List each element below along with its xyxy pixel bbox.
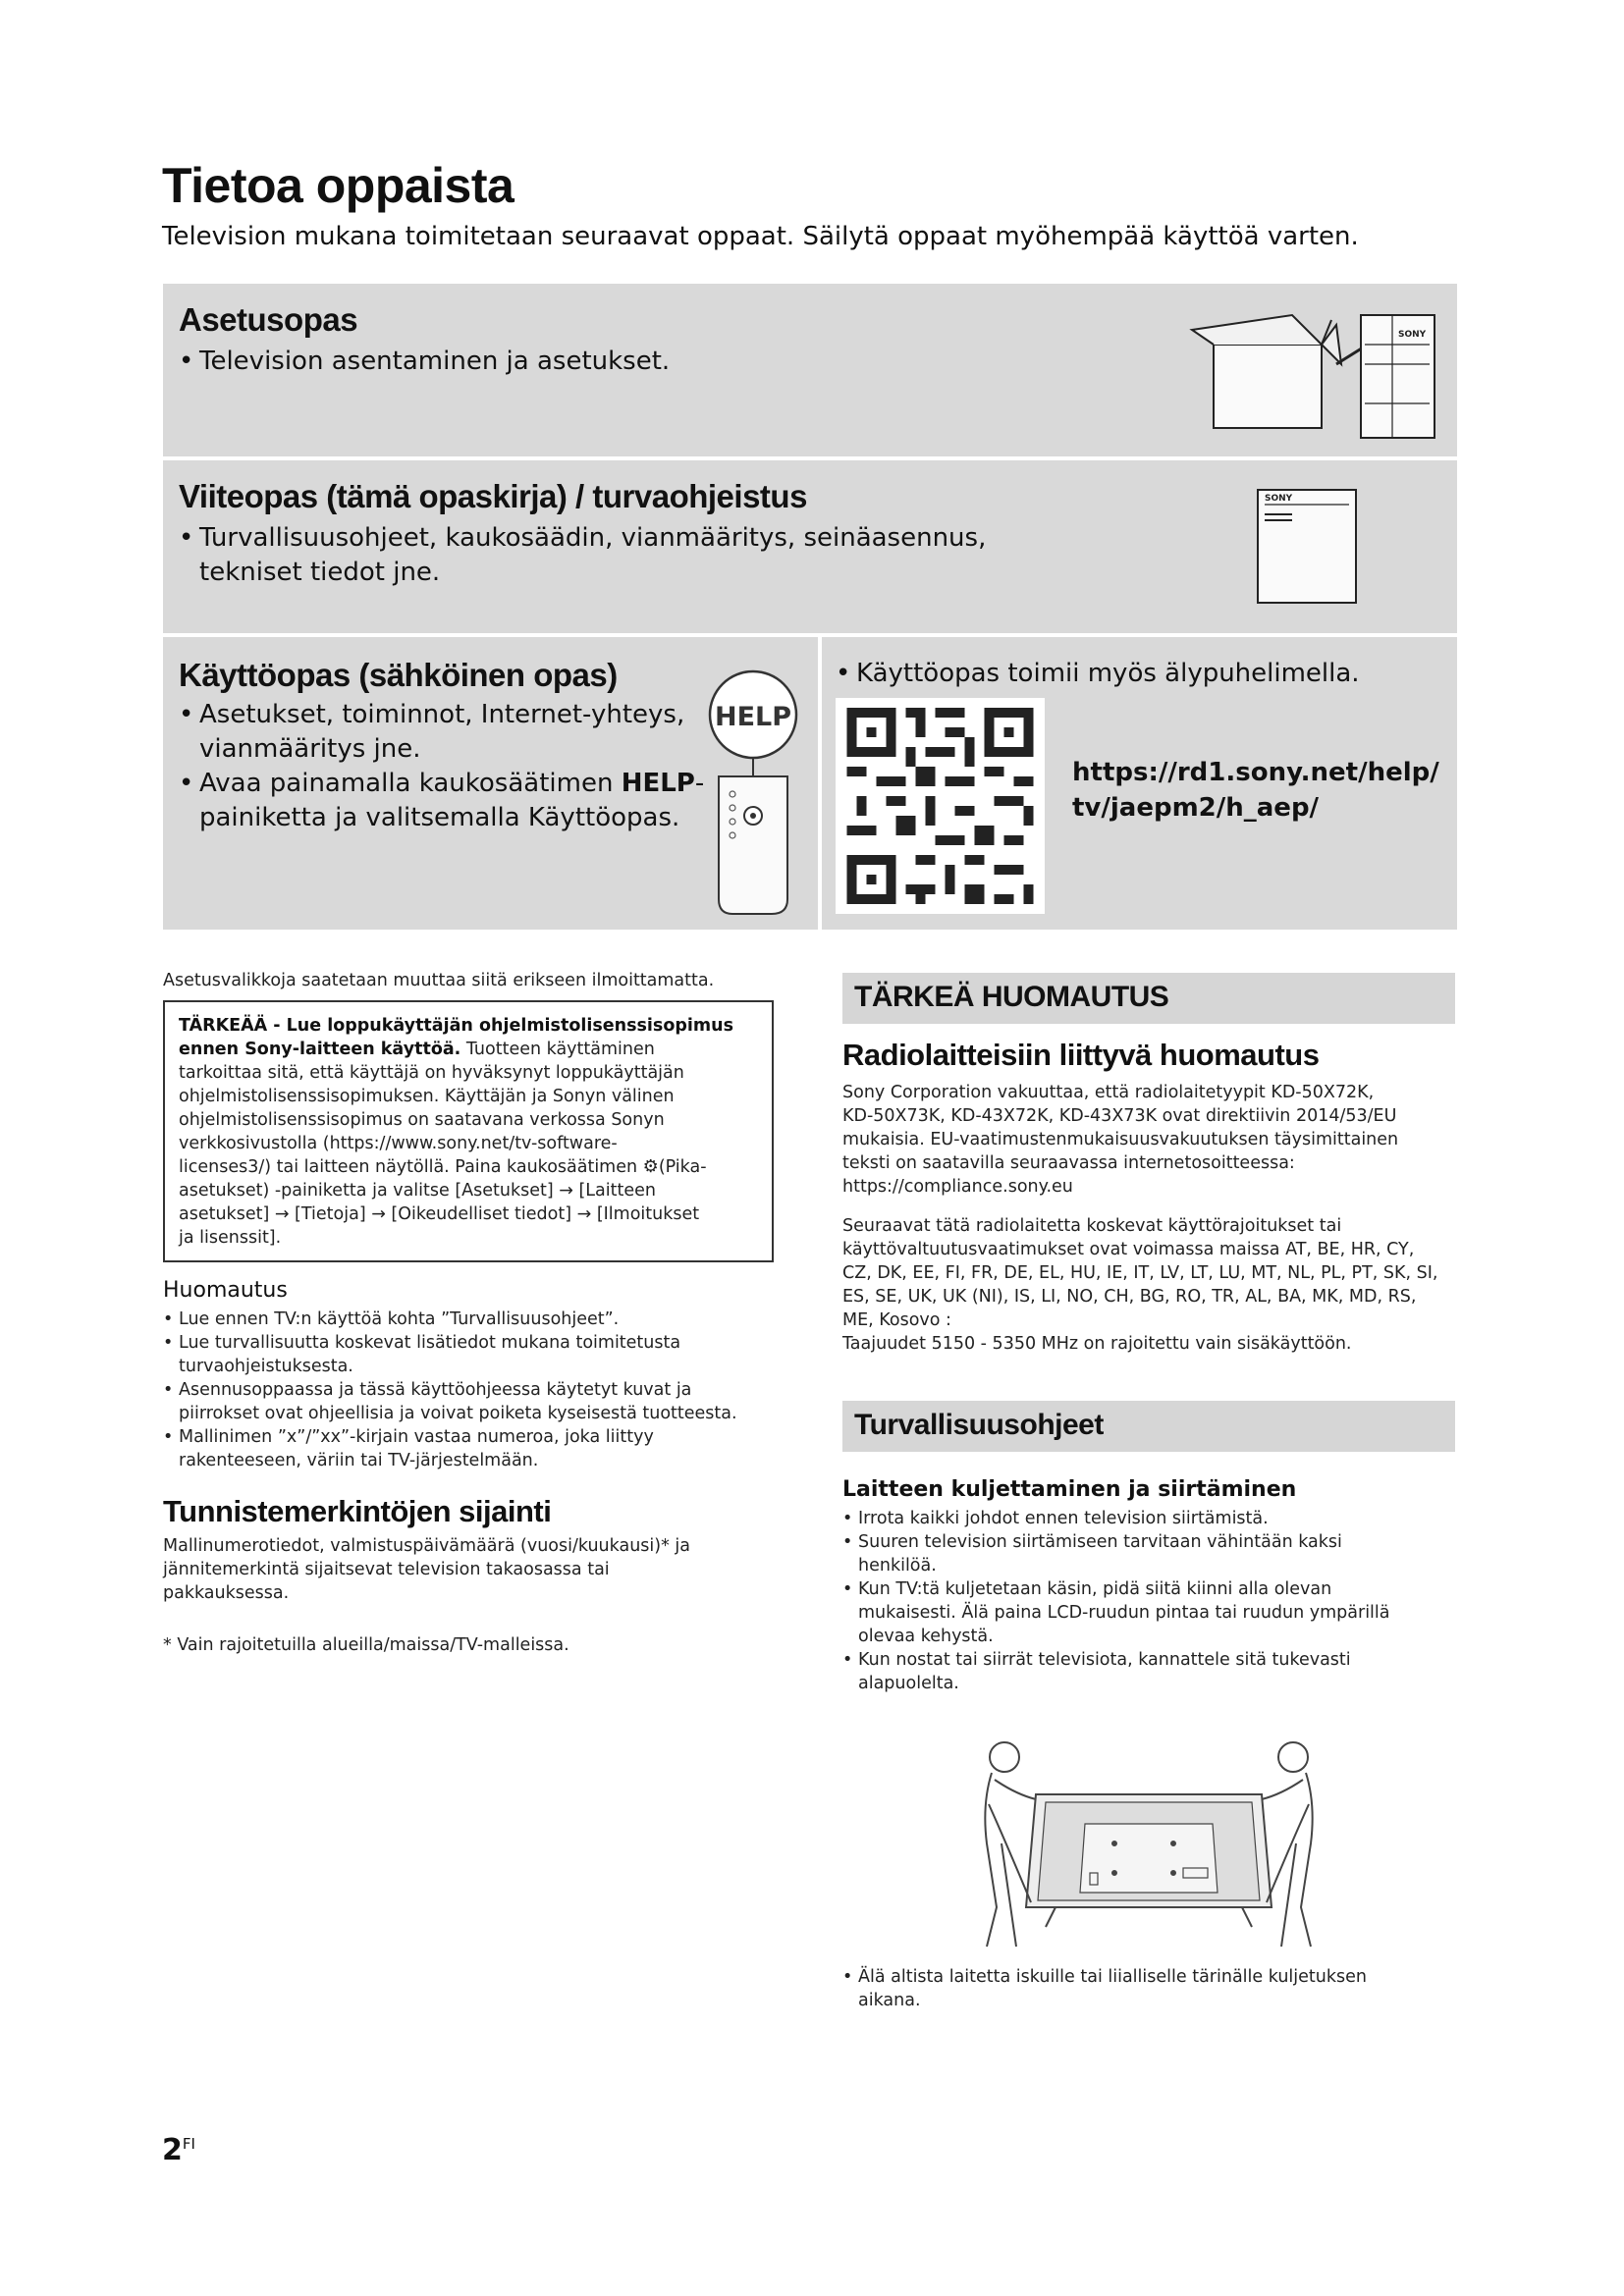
radio-p1-line: https://compliance.sony.eu — [842, 1177, 1073, 1197]
help-guide-box — [163, 637, 818, 930]
license-notice-bold-line1: TÄRKEÄÄ - Lue loppukäyttäjän ohjelmistolisenssisopimus — [179, 1016, 733, 1036]
radio-p2-line: ES, SE, UK, UK (NI), IS, LI, NO, CH, BG, RO, TR, AL, BA, MK, MD, RS, — [842, 1287, 1417, 1307]
reference-guide-bullet: • Turvallisuusohjeet, kaukosäädin, vianmääritys, seinäasennus, tekniset tiedot jne. — [179, 521, 986, 590]
help-url-line1: https://rd1.sony.net/help/ — [1072, 758, 1439, 787]
license-notice-pika: (Pika- — [658, 1157, 707, 1177]
license-notice-line: ohjelmistolisenssisopimuksen. Käyttäjän ja Sonyn välinen — [179, 1087, 675, 1106]
tunniste-line: jännitemerkintä sijaitsevat television takaosassa tai — [163, 1560, 610, 1579]
smartphone-note-text: Käyttöopas toimii myös älypuhelimella. — [856, 659, 1360, 688]
transport-title: Laitteen kuljettaminen ja siirtäminen — [842, 1477, 1297, 1502]
radio-p2-line: ME, Kosovo : — [842, 1310, 951, 1330]
setup-guide-title: Asetusopas — [179, 301, 358, 338]
safety-banner — [842, 1401, 1455, 1452]
radio-p2-line: Seuraavat tätä radiolaitetta koskevat käyttörajoitukset tai — [842, 1216, 1342, 1236]
page-title: Tietoa oppaista — [162, 158, 514, 213]
reference-manual-illustration — [1253, 485, 1361, 608]
tunniste-text — [163, 1534, 690, 1605]
important-notice-banner — [842, 973, 1455, 1024]
page-number-value: 2 — [162, 2133, 183, 2167]
qr-code — [836, 698, 1045, 914]
radio-p2-line: CZ, DK, EE, FI, FR, DE, EL, HU, IE, IT, LV, LT, LU, MT, NL, PL, PT, SK, SI, — [842, 1263, 1438, 1283]
list-item: • Kun nostat tai siirrät televisiota, kannattele sitä tukevasti alapuolelta. — [842, 1648, 1392, 1695]
page-subtitle: Television mukana toimitetaan seuraavat oppaat. Säilytä oppaat myöhempää käyttöä varten. — [162, 222, 1359, 251]
radio-p1-line: KD-50X73K, KD-43X72K, KD-43X73K ovat direktiivin 2014/53/EU — [842, 1106, 1397, 1126]
license-notice-line: tarkoittaa sitä, että käyttäjä on hyväksynyt loppukäyttäjän — [179, 1063, 684, 1083]
radio-p2-line: Taajuudet 5150 - 5350 MHz on rajoitettu vain sisäkäyttöön. — [842, 1334, 1352, 1354]
tv-carry-illustration — [977, 1735, 1321, 1951]
radio-notice-p1 — [842, 1081, 1398, 1199]
radio-notice-title: Radiolaitteisiin liittyvä huomautus — [842, 1038, 1320, 1072]
list-item: • Kun TV:tä kuljetetaan käsin, pidä siitä kiinni alla olevan mukaisesti. Älä paina LCD-ruudun pintaa tai ruudun ympärillä olevaa kehystä. — [842, 1577, 1392, 1648]
help-guide-bullet-1-line2: vianmääritys jne. — [199, 734, 421, 764]
license-notice-line: asetukset] → [Tietoja] → [Oikeudelliset tiedot] → [Ilmoitukset — [179, 1204, 700, 1224]
radio-p1-line: Sony Corporation vakuuttaa, että radiolaitetyypit KD-50X72K, — [842, 1083, 1375, 1102]
license-notice-line-after-bold: Tuotteen käyttäminen — [460, 1040, 655, 1059]
help-guide-title: Käyttöopas (sähköinen opas) — [179, 657, 618, 693]
reference-guide-bullet-line1: Turvallisuusohjeet, kaukosäädin, vianmääritys, seinäasennus, — [199, 523, 987, 553]
license-notice-line: ja lisenssit]. — [179, 1228, 282, 1248]
tunniste-line: Mallinumerotiedot, valmistuspäivämäärä (vuosi/kuukausi)* ja — [163, 1536, 690, 1556]
radio-notice-p2 — [842, 1214, 1437, 1356]
help-guide-bullet-2: • Avaa painamalla kaukosäätimen HELP- painiketta ja valitsemalla Käyttöopas. — [179, 767, 704, 835]
list-item: • Lue ennen TV:n käyttöä kohta ”Turvallisuusohjeet”. — [163, 1308, 772, 1331]
tunniste-line: pakkauksessa. — [163, 1583, 290, 1603]
license-notice-box — [163, 1000, 774, 1262]
help-guide-help-word: HELP — [621, 769, 695, 798]
list-item: • Mallinimen ”x”/”xx”-kirjain vastaa numeroa, joka liittyy rakenteeseen, väriin tai TV-järjestelmään. — [163, 1425, 772, 1472]
setup-box-illustration — [1184, 305, 1441, 443]
help-guide-bullet-2-pre: Avaa painamalla kaukosäätimen — [199, 769, 622, 798]
help-guide-bullet-1: • Asetukset, toiminnot, Internet-yhteys, vianmääritys jne. — [179, 698, 684, 767]
setup-guide-bullet: • Television asentaminen ja asetukset. — [179, 345, 670, 379]
license-notice-line: asetukset) -painiketta ja valitse [Asetukset] → [Laitteen — [179, 1181, 656, 1201]
help-guide-bullet-2-post: - — [694, 769, 705, 798]
license-notice-line: verkkosivustolla (https://www.sony.net/tv-software- — [179, 1134, 618, 1153]
license-notice-line: licenses3/) tai laitteen näytöllä. Paina kaukosäätimen — [179, 1157, 638, 1177]
reference-guide-title: Viiteopas (tämä opaskirja) / turvaohjeistus — [179, 478, 807, 514]
help-badge-text: HELP — [714, 702, 792, 732]
settings-change-note: Asetusvalikkoja saatetaan muuttaa siitä erikseen ilmoittamatta. — [163, 971, 715, 990]
reference-guide-box — [163, 460, 1457, 633]
smartphone-note: • Käyttöopas toimii myös älypuhelimella. — [836, 657, 1360, 691]
radio-p1-line: mukaisia. EU-vaatimustenmukaisuusvakuutuksen täysimittainen — [842, 1130, 1399, 1149]
huomautus-title: Huomautus — [163, 1278, 288, 1303]
radio-p1-line: teksti on saatavilla seuraavassa internetosoitteessa: — [842, 1153, 1295, 1173]
help-remote-illustration — [703, 668, 811, 919]
smartphone-guide-box — [822, 637, 1457, 930]
list-item: • Lue turvallisuutta koskevat lisätiedot mukana toimitetusta turvaohjeistuksesta. — [163, 1331, 772, 1378]
setup-guide-bullet-text: Television asentaminen ja asetukset. — [199, 347, 671, 376]
radio-p2-line: käyttövaltuutusvaatimukset ovat voimassa maissa AT, BE, HR, CY, — [842, 1240, 1415, 1259]
quick-settings-icon: ⚙ — [642, 1156, 659, 1177]
page-number — [162, 2133, 195, 2167]
reference-manual-brand-text: SONY — [1265, 494, 1293, 504]
tunniste-title: Tunnistemerkintöjen sijainti — [163, 1494, 552, 1528]
safety-banner-text: Turvallisuusohjeet — [854, 1409, 1104, 1441]
transport-list — [842, 1507, 1392, 1695]
setup-box-brand-text: SONY — [1398, 330, 1427, 340]
page-lang-code: FI — [182, 2135, 195, 2153]
license-notice-line: ohjelmistolisenssisopimus on saatavana verkossa Sonyn — [179, 1110, 665, 1130]
huomautus-list — [163, 1308, 772, 1472]
help-url-line2: tv/jaepm2/h_aep/ — [1072, 793, 1320, 823]
list-item: • Älä altista laitetta iskuille tai liialliselle tärinälle kuljetuksen aikana. — [842, 1965, 1392, 2012]
help-guide-bullet-2-line2: painiketta ja valitsemalla Käyttöopas. — [199, 803, 680, 832]
help-url — [1072, 755, 1439, 826]
important-notice-banner-text: TÄRKEÄ HUOMAUTUS — [854, 981, 1169, 1013]
help-guide-bullet-1-line1: Asetukset, toiminnot, Internet-yhteys, — [199, 700, 685, 729]
setup-guide-box — [163, 284, 1457, 456]
list-item: • Asennusoppaassa ja tässä käyttöohjeessa käytetyt kuvat ja piirrokset ovat ohjeellisia ja voivat poiketa kyseisestä tuotteesta. — [163, 1378, 772, 1425]
license-notice-bold-line2: ennen Sony-laitteen käyttöä. — [179, 1040, 461, 1059]
list-item: • Suuren television siirtämiseen tarvitaan vähintään kaksi henkilöä. — [842, 1530, 1392, 1577]
transport-last-list — [842, 1965, 1392, 2012]
list-item: • Irrota kaikki johdot ennen television siirtämistä. — [842, 1507, 1392, 1530]
tunniste-footnote: * Vain rajoitetuilla alueilla/maissa/TV-malleissa. — [163, 1635, 569, 1655]
reference-guide-bullet-line2: tekniset tiedot jne. — [199, 558, 441, 587]
